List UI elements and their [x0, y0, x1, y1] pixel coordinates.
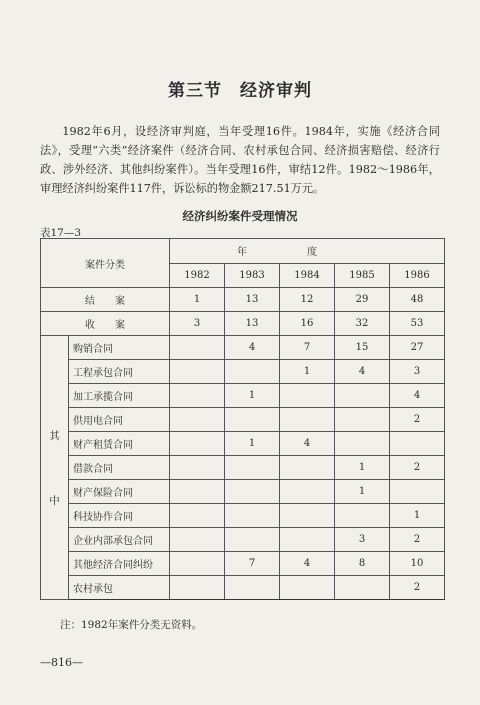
page-number: —816—	[40, 656, 83, 669]
category-header: 案件分类	[41, 239, 170, 288]
table-cell: 13	[225, 288, 280, 312]
section-title: 第三节 经济审判	[168, 81, 312, 101]
table-cell	[170, 576, 225, 600]
year-header: 1984	[280, 263, 335, 288]
table-row	[41, 504, 445, 528]
table-cell	[225, 576, 280, 600]
table-cell: 7	[225, 552, 280, 576]
table-cell: 53	[390, 312, 445, 336]
group-label-bottom: 中	[49, 494, 60, 507]
table-cell	[170, 528, 225, 552]
table-cell: 13	[225, 312, 280, 336]
table-cell	[280, 480, 335, 504]
table-cell	[280, 408, 335, 432]
table-cell	[335, 504, 390, 528]
table-row	[41, 456, 445, 480]
table-cell: 1	[225, 384, 280, 408]
table-cell	[170, 552, 225, 576]
table-cell	[225, 504, 280, 528]
table-cell: 4	[280, 552, 335, 576]
year-super-header-text: 年度	[237, 247, 378, 259]
table-cell: 8	[335, 552, 390, 576]
table-cell: 1	[280, 360, 335, 384]
table-cell: 7	[280, 336, 335, 360]
table-cell	[280, 456, 335, 480]
table-row	[41, 480, 445, 504]
group-label-cell	[41, 336, 69, 600]
row-label: 加工承揽合同	[69, 384, 170, 408]
total-row	[41, 312, 445, 336]
table-cell: 3	[170, 312, 225, 336]
table-cell: 16	[280, 312, 335, 336]
table-cell: 4	[390, 384, 445, 408]
table-cell	[280, 384, 335, 408]
table-cell: 4	[280, 432, 335, 456]
table-number: 表17—3	[40, 227, 82, 239]
table-cell: 1	[335, 480, 390, 504]
table-cell	[390, 480, 445, 504]
table-cell: 48	[390, 288, 445, 312]
table-cell: 32	[335, 312, 390, 336]
table-row	[41, 576, 445, 600]
table-cell	[170, 480, 225, 504]
table-cell: 4	[225, 336, 280, 360]
table-row	[41, 408, 445, 432]
table-cell	[225, 360, 280, 384]
table-cell	[390, 432, 445, 456]
table-row	[41, 432, 445, 456]
table-cell	[170, 384, 225, 408]
table-cell	[170, 408, 225, 432]
table-cell	[280, 528, 335, 552]
row-label: 购销合同	[69, 336, 170, 360]
total-row-label: 结 案	[41, 288, 170, 312]
table-cell	[170, 336, 225, 360]
year-header: 1985	[335, 263, 390, 288]
row-label: 农村承包	[69, 576, 170, 600]
table-cell: 2	[390, 456, 445, 480]
table-cell: 15	[335, 336, 390, 360]
header-row-top	[41, 239, 445, 264]
table-cell: 2	[390, 576, 445, 600]
table-cell: 1	[170, 288, 225, 312]
table-cell	[225, 408, 280, 432]
table-cell: 12	[280, 288, 335, 312]
table-cell: 27	[390, 336, 445, 360]
year-header: 1986	[390, 263, 445, 288]
table-row	[41, 384, 445, 408]
table-cell	[335, 576, 390, 600]
table-cell	[225, 480, 280, 504]
table-cell	[335, 408, 390, 432]
table-cell	[170, 432, 225, 456]
table-cell: 1	[335, 456, 390, 480]
total-row-label: 收 案	[41, 312, 170, 336]
table-body	[41, 239, 445, 600]
case-table	[40, 238, 445, 600]
table-note: 注：1982年案件分类无资料。	[60, 619, 203, 631]
table-cell: 1	[225, 432, 280, 456]
table-cell	[170, 456, 225, 480]
body-paragraph	[40, 122, 440, 198]
row-label: 工程承包合同	[69, 360, 170, 384]
row-label: 科技协作合同	[69, 504, 170, 528]
year-header: 1983	[225, 263, 280, 288]
table-row	[41, 528, 445, 552]
row-label: 财产租赁合同	[69, 432, 170, 456]
table-cell	[170, 504, 225, 528]
table-cell: 3	[335, 528, 390, 552]
row-label: 企业内部承包合同	[69, 528, 170, 552]
table-cell	[280, 504, 335, 528]
table-cell: 2	[390, 528, 445, 552]
total-row	[41, 288, 445, 312]
paragraph-text: 1982年6月，设经济审判庭，当年受理16件。1984年，实施《经济合同法》，受理“六类”经济案件（经济合同、农村承包合同、经济损害赔偿、经济行政、涉外经济、其他纠纷案件）。当年受理16件，审结12件。1982～1986年，审理经济纠纷案件117件，诉讼标的物金额217.51万元。	[40, 125, 440, 195]
table-cell: 2	[390, 408, 445, 432]
table-cell: 3	[390, 360, 445, 384]
table-cell: 4	[335, 360, 390, 384]
table-cell	[170, 360, 225, 384]
group-label-top: 其	[49, 429, 60, 442]
row-label: 其他经济合同纠纷	[69, 552, 170, 576]
table-cell	[280, 576, 335, 600]
table-cell	[335, 384, 390, 408]
table-cell	[225, 456, 280, 480]
table-cell: 29	[335, 288, 390, 312]
table-row	[41, 552, 445, 576]
table-cell: 1	[390, 504, 445, 528]
table-row	[41, 360, 445, 384]
table-cell: 10	[390, 552, 445, 576]
table-cell	[335, 432, 390, 456]
row-label: 借款合同	[69, 456, 170, 480]
table-cell	[225, 528, 280, 552]
year-super-header	[170, 239, 445, 264]
row-label: 供用电合同	[69, 408, 170, 432]
row-label: 财产保险合同	[69, 480, 170, 504]
table-title: 经济纠纷案件受理情况	[182, 209, 298, 223]
table-row	[41, 336, 445, 360]
year-header: 1982	[170, 263, 225, 288]
